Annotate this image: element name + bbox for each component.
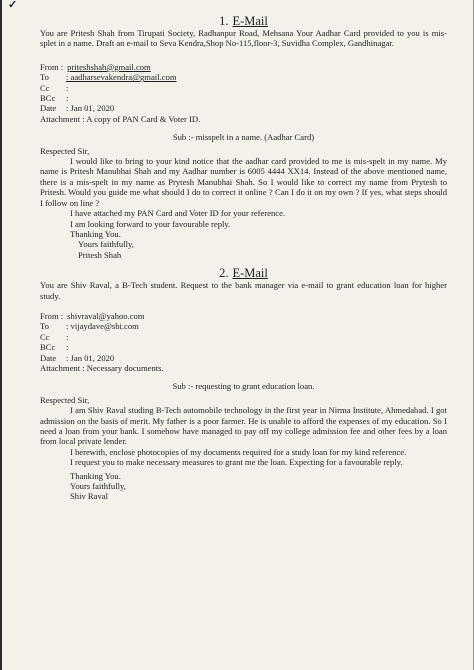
email-2-body-1: I am Shiv Raval studing B-Tech automobile technology in the first year in Nirma Institute, Ahmedabad. I got admission on the basis of merit. My father is a poor farmer. He is unable to afford the expenses of my education. So I need a loan from your bank. I somehow have managed to pay off my college admission fee and other fees by a loan from local private lender. [40,405,447,447]
email-1-prompt: You are Pritesh Shah from Tirupati Society, Radhanpur Road, Mehsana Your Aadhar Card provided to you is mis-splet in a name. Draft an e-mail to Seva Kendra,Shop No-115,floor-3, Suvidha Complex, Gandhinagar. [40,28,447,49]
email-1-cc-value: : [66,82,69,93]
email-2-cc-row [40,332,447,342]
email-2-from-value: shivraval@yahoo.com [67,310,145,321]
email-1-title: E-Mail [232,14,268,28]
email-1-from-label: From : [40,61,64,72]
email-2-subject: Sub :- requesting to grant education loan. [172,381,315,392]
email-2-body-2: I herewith, enclose photocopies of my documents required for a study loan for my kind reference. [70,446,407,457]
email-2-from-label: From : [40,310,64,321]
email-2-bcc-value: : [66,342,69,353]
email-1-subject: Sub :- misspelt in a name. (Aadhar Card) [172,132,315,143]
email-2-section [40,260,447,502]
email-1-body-2: I have attached my PAN Card and Voter ID for your reference. [70,208,286,219]
email-1-body-1: I would like to bring to your kind notice that the aadhar card provided to me is mis-spelt in my name. My name is Pritesh Manubhai Shah and my Aadhar number is 6005 4444 XX14. Instead of the above mentioned name, there is a mis-spelt in my name as Prytesh Manubhai Shah. So I would like to correct my name from Prytesh to Pritesh. Would you guide me what should I do to correct it online ? Can I do it on my own ? If yes, what steps should I follow on line ? [40,156,447,208]
email-2-heading [40,266,447,280]
email-1-date-label: Date [40,103,57,114]
email-1-body-3: I am looking forward to your favourable reply. [70,218,231,229]
email-1-number: 1. [219,14,229,28]
email-2-from-row [40,311,447,321]
email-2-date-label: Date [40,352,57,363]
email-1-to-value: : aadharsevakendra@gmail.com [66,72,177,83]
email-1-from-row [40,62,447,72]
email-1-date-row [40,103,447,113]
email-2-closing-2: Yours faithfully, [70,481,126,492]
email-1-cc-row [40,83,447,93]
email-2-cc-value: : [66,331,69,342]
email-1-date-value: : Jan 01, 2020 [66,103,115,114]
email-1-to-row [40,72,447,82]
email-2-signature: Shiv Raval [70,491,108,502]
email-1-signature: Pritesh Shah [78,249,122,260]
email-1-to-label: To [40,72,49,83]
email-2-body-3: I request you to make necessary measures to grant me the loan. Expecting for a favourable reply. [70,457,403,468]
email-2-cc-label: Cc [40,331,50,342]
email-2-bcc-label: BCc [40,342,56,353]
email-2-to-label: To [40,321,49,332]
email-2-to-row [40,321,447,331]
email-2-salutation: Respected Sir, [40,394,90,405]
email-1-heading [40,14,447,28]
email-2-attachment: Attachment : Necessary documents. [40,362,164,373]
email-1-closing-2: Yours faithfully, [78,239,134,250]
email-2-number: 2. [219,266,229,281]
email-2-prompt: You are Shiv Raval, a B-Tech student. Request to the bank manager via e-mail to grant education loan for higher study. [40,280,447,301]
email-1-bcc-value: : [66,93,69,104]
email-2-date-value: : Jan 01, 2020 [66,352,115,363]
check-mark: ✓ [8,0,18,11]
email-2-closing-1: Thanking You. [70,470,121,481]
email-1-section [40,0,447,260]
email-2-title: E-Mail [232,266,268,281]
email-1-from-value: priteshshah@gmail.com [67,61,151,72]
email-2-bcc-row [40,342,447,352]
email-2-date-row [40,353,447,363]
email-1-bcc-label: BCc [40,93,56,104]
email-2-to-value: : vijaydave@sbi.com [66,321,139,332]
email-1-closing-1: Thanking You. [70,228,121,239]
email-1-cc-label: Cc [40,82,50,93]
email-1-salutation: Respected Sir, [40,145,90,156]
email-1-bcc-row [40,93,447,103]
email-1-attachment: Attachment : A copy of PAN Card & Voter ID. [40,113,201,124]
